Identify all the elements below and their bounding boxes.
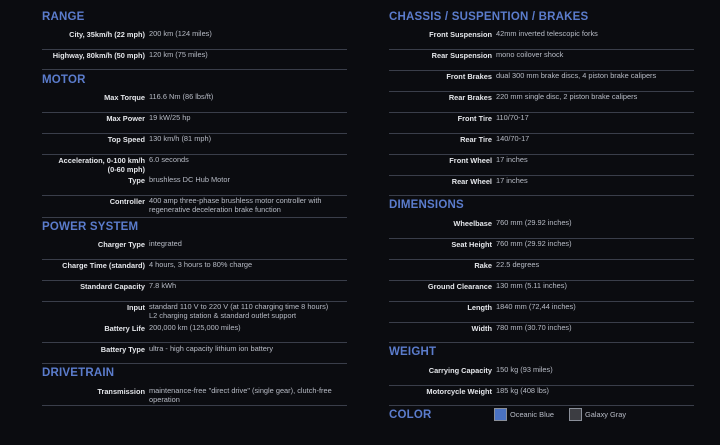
spec-label: Type: [128, 176, 145, 185]
spec-value: 7.8 kWh: [149, 281, 177, 290]
spec-value: 130 mm (5.11 inches): [496, 281, 567, 290]
spec-value: 185 kg (408 lbs): [496, 386, 549, 395]
color-swatch-galaxy-gray[interactable]: [569, 408, 582, 421]
spec-value: 140/70-17: [496, 134, 530, 143]
spec-row: [42, 92, 347, 113]
spec-row: [42, 302, 347, 323]
section-title-power-system: POWER SYSTEM: [42, 221, 139, 233]
spec-value: 760 mm (29.92 inches): [496, 218, 572, 227]
spec-value: 22.5 degrees: [496, 260, 540, 269]
spec-value: brushless DC Hub Motor: [149, 175, 230, 184]
spec-label: Input: [126, 303, 145, 312]
spec-row: [389, 29, 694, 50]
spec-row: [389, 218, 694, 239]
spec-label: Length: [467, 303, 492, 312]
spec-row: [42, 260, 347, 281]
spec-row: [389, 134, 694, 155]
spec-label: Standard Capacity: [80, 282, 145, 291]
spec-value: [145, 196, 347, 214]
spec-label: [42, 155, 145, 174]
spec-row: [389, 302, 694, 323]
spec-label-line: Acceleration, 0-100 km/h: [58, 156, 145, 165]
spec-row: [389, 155, 694, 176]
spec-value: 17 inches: [496, 155, 528, 164]
spec-row: [42, 175, 347, 196]
spec-row: [42, 196, 347, 218]
spec-label: Rear Brakes: [448, 93, 492, 102]
spec-row: [389, 176, 694, 196]
spec-value: 6.0 seconds: [149, 155, 189, 164]
spec-value: [145, 302, 347, 320]
spec-value: 19 kW/25 hp: [149, 113, 191, 122]
spec-value-line: standard 110 V to 220 V (at 110 charging time 8 hours): [149, 302, 329, 311]
spec-value: mono coilover shock: [496, 50, 564, 59]
spec-label: City, 35km/h (22 mph): [69, 30, 145, 39]
spec-row: [42, 239, 347, 260]
spec-row: [42, 344, 347, 364]
spec-label: Rear Suspension: [431, 51, 492, 60]
spec-row: [42, 134, 347, 155]
spec-label: Seat Height: [451, 240, 492, 249]
spec-row: [389, 113, 694, 134]
color-label: Oceanic Blue: [510, 410, 554, 419]
color-options: [494, 408, 641, 421]
color-label: Galaxy Gray: [584, 410, 627, 419]
section-title-dimensions: DIMENSIONS: [389, 199, 464, 211]
spec-label: Rake: [474, 261, 492, 270]
spec-value-line: maintenance-free "direct drive" (single gear), clutch-free: [149, 386, 332, 395]
spec-label: Transmission: [97, 387, 145, 396]
spec-value: [145, 386, 347, 404]
spec-label: Controller: [109, 197, 145, 206]
spec-label: Motorcycle Weight: [426, 387, 492, 396]
spec-label: Charge Time (standard): [62, 261, 145, 270]
section-title-range: RANGE: [42, 11, 85, 23]
spec-row: [389, 239, 694, 260]
section-title-chassis: CHASSIS / SUSPENTION / BRAKES: [389, 11, 589, 23]
spec-value: 200 km (124 miles): [149, 29, 212, 38]
section-title-drivetrain: DRIVETRAIN: [42, 367, 115, 379]
spec-value-line: operation: [149, 394, 180, 404]
spec-value: 1840 mm (72,44 inches): [496, 302, 576, 311]
spec-row: [42, 50, 347, 70]
spec-row: [42, 323, 347, 343]
spec-label: Carrying Capacity: [428, 366, 492, 375]
spec-value-line: 400 amp three-phase brushless motor controller with: [149, 196, 322, 205]
section-title-motor: MOTOR: [42, 74, 86, 86]
spec-row: [42, 155, 347, 175]
spec-label: Max Torque: [104, 93, 145, 102]
spec-value-line: regenerative deceleration brake function: [149, 204, 281, 214]
section-title-weight: WEIGHT: [389, 346, 437, 358]
spec-label: Front Brakes: [446, 72, 492, 81]
spec-value: dual 300 mm brake discs, 4 piston brake calipers: [496, 71, 657, 80]
spec-row: [389, 260, 694, 281]
spec-label: Ground Clearance: [427, 282, 492, 291]
spec-value: 116.6 Nm (86 lbs/ft): [149, 92, 214, 101]
spec-label: Charger Type: [97, 240, 145, 249]
spec-label: Battery Type: [100, 345, 145, 354]
spec-value: 42mm inverted telescopic forks: [496, 29, 598, 38]
spec-row: [389, 50, 694, 71]
spec-value: 150 kg (93 miles): [496, 365, 553, 374]
spec-value: 760 mm (29.92 inches): [496, 239, 572, 248]
spec-label: Rear Wheel: [451, 177, 492, 186]
spec-row: [389, 92, 694, 113]
spec-value: 130 km/h (81 mph): [149, 134, 212, 143]
spec-value: 110/70-17: [496, 113, 529, 122]
spec-value: 220 mm single disc, 2 piston brake calipers: [496, 92, 638, 101]
spec-row: [389, 71, 694, 92]
spec-value: 120 km (75 miles): [149, 50, 208, 59]
spec-value: ultra - high capacity lithium ion battery: [149, 344, 274, 353]
spec-label: Wheelbase: [453, 219, 492, 228]
spec-label: Rear Tire: [460, 135, 492, 144]
spec-row: [42, 113, 347, 134]
color-swatch-oceanic-blue[interactable]: [494, 408, 507, 421]
spec-label: Highway, 80km/h (50 mph): [52, 51, 145, 60]
spec-label: Front Wheel: [449, 156, 492, 165]
spec-label-line: (0-60 mph): [107, 165, 145, 174]
spec-value: integrated: [149, 239, 182, 248]
spec-row: [389, 281, 694, 302]
spec-label: Top Speed: [107, 135, 145, 144]
spec-row: [389, 386, 694, 406]
spec-label: Front Tire: [457, 114, 492, 123]
section-title-color: COLOR: [389, 409, 432, 421]
spec-label: Front Suspension: [429, 30, 492, 39]
spec-value-line: L2 charging station & standard outlet support: [149, 310, 297, 320]
spec-value: 17 inches: [496, 176, 528, 185]
spec-label: Width: [471, 324, 492, 333]
spec-label: Battery Life: [104, 324, 145, 333]
spec-value: 200,000 km (125,000 miles): [149, 323, 241, 332]
spec-row: [389, 323, 694, 343]
spec-row: [42, 29, 347, 50]
spec-row: [389, 365, 694, 386]
spec-value: 4 hours, 3 hours to 80% charge: [149, 260, 253, 269]
spec-value: 780 mm (30.70 inches): [496, 323, 572, 332]
spec-row: [42, 281, 347, 302]
spec-label: Max Power: [106, 114, 145, 123]
spec-row: [42, 386, 347, 406]
